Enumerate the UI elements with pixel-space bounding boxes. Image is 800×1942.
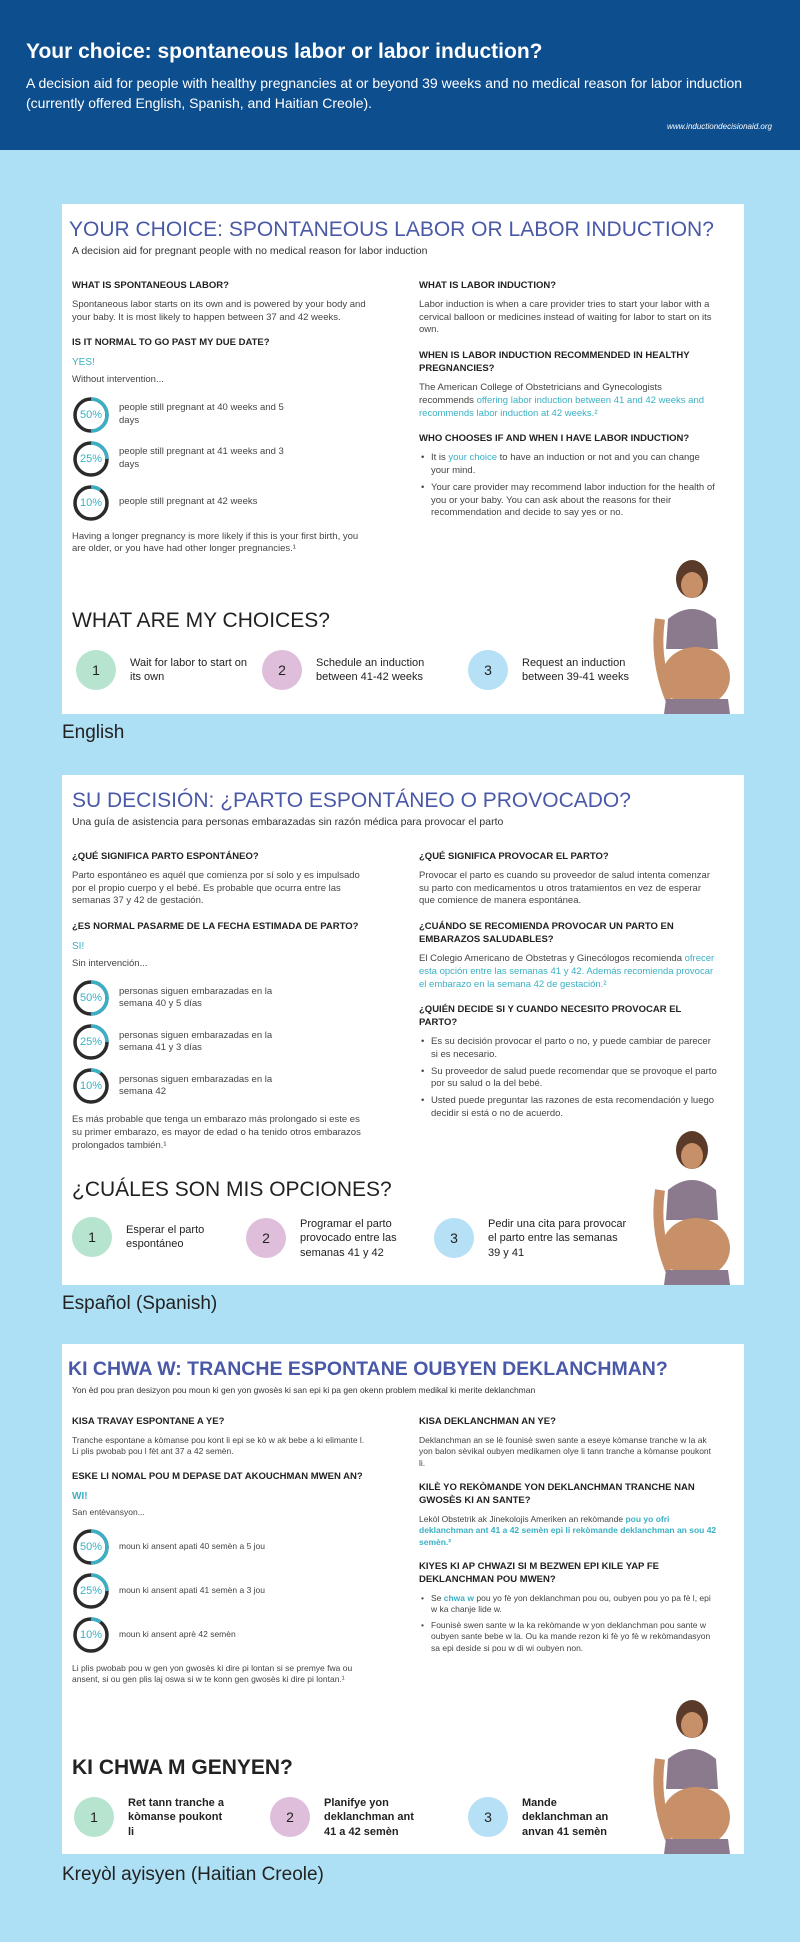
stat-row: 10% moun ki ansent aprè 42 semèn bbox=[72, 1613, 372, 1657]
card-title: SU DECISIÓN: ¿PARTO ESPONTÁNEO O PROVOCADO? bbox=[72, 789, 631, 812]
list-item: • Founisè swen sante w la ka rekòmande w yon deklanchman pou sante w oubyen sante bebe w la. Ou ka mande rezon ki fè yo fè w rekòmandasyon sa epi deside si pou w di wi oubyen non. bbox=[419, 1620, 719, 1654]
question-heading: ESKE LI NOMAL POU M DEPASE DAT AKOUCHMAN MWEN AN? bbox=[72, 1470, 363, 1482]
question-heading: WHAT IS LABOR INDUCTION? bbox=[419, 280, 557, 291]
footnote-text: Es más probable que tenga un embarazo más prolongado si este es su primer embarazo, es mayor de edad o ha tenido otros embarazos prolongados también.¹ bbox=[72, 1114, 361, 1151]
stat-row: 10% personas siguen embarazadas en la semana 42 bbox=[72, 1064, 372, 1108]
choice-option-1: 1 Wait for labor to start on its own bbox=[76, 650, 250, 690]
question-heading: KISA TRAVAY ESPONTANE A YE? bbox=[72, 1416, 225, 1427]
question-heading: WHEN IS LABOR INDUCTION RECOMMENDED IN HEALTHY PREGNANCIES? bbox=[419, 350, 690, 375]
intro-text: San entèvansyon... bbox=[72, 1507, 145, 1518]
right-column bbox=[419, 1416, 719, 1658]
progress-ring: 10% bbox=[72, 1067, 110, 1105]
page-subtitle: A decision aid for people with healthy pregnancies at or beyond 39 weeks and no medical reason for labor induction (currently offered English, Spanish, and Haitian Creole). bbox=[26, 75, 743, 111]
answer-text: Tranche espontane a kòmanse pou kont li epi se kò w ak bebe a ki elimante l. Li plis pwobab pou l fèt ant 37 a 42 semèn. bbox=[72, 1434, 365, 1457]
answer-text: The American College of Obstetricians and Gynecologists recommends offering labor induction between 41 and 42 weeks and recommends labor induction at 42 weeks.² bbox=[419, 381, 705, 419]
page-title: Your choice: spontaneous labor or labor induction? bbox=[26, 40, 543, 63]
number-badge: 1 bbox=[76, 650, 116, 690]
list-item: • Usted puede preguntar las razones de esta recomendación y luego decidir si está o no de acuerdo. bbox=[419, 1095, 719, 1121]
right-column bbox=[419, 280, 719, 524]
progress-ring: 50% bbox=[72, 1528, 110, 1566]
left-column bbox=[72, 851, 372, 1153]
question-heading: ¿CUÁNDO SE RECOMIENDA PROVOCAR UN PARTO EN EMBARAZOS SALUDABLES? bbox=[419, 921, 674, 946]
choice-option-1: 1 Esperar el parto espontáneo bbox=[72, 1217, 226, 1257]
answer-text: Labor induction is when a care provider tries to start your labor with a cervical balloon or medicines instead of waiting for labor to start on its own. bbox=[419, 298, 712, 336]
progress-ring: 25% bbox=[72, 440, 110, 478]
question-heading: IS IT NORMAL TO GO PAST MY DUE DATE? bbox=[72, 337, 270, 349]
yes-answer: SI! bbox=[72, 941, 85, 953]
question-heading: KILÈ YO REKÒMANDE YON DEKLANCHMAN TRANCHE NAN GWOSÈS KI AN SANTE? bbox=[419, 1482, 695, 1507]
number-badge: 2 bbox=[262, 650, 302, 690]
question-heading: ¿QUÉ SIGNIFICA PARTO ESPONTÁNEO? bbox=[72, 851, 259, 862]
choices-heading: WHAT ARE MY CHOICES? bbox=[72, 609, 330, 632]
progress-ring: 10% bbox=[72, 484, 110, 522]
choice-option-2: 2 Programar el parto provocado entre las semanas 41 y 42 bbox=[246, 1217, 410, 1260]
card-title: KI CHWA W: TRANCHE ESPONTANE OUBYEN DEKLANCHMAN? bbox=[68, 1358, 668, 1380]
bullet-list bbox=[419, 452, 719, 520]
left-column bbox=[72, 1416, 372, 1685]
choices-heading: KI CHWA M GENYEN? bbox=[72, 1756, 293, 1779]
progress-ring: 25% bbox=[72, 1572, 110, 1610]
list-item: • Se chwa w pou yo fè yon deklanchman pou ou, oubyen pou yo pa fè l, epi w ka chanje lide w. bbox=[419, 1593, 719, 1616]
card-title: YOUR CHOICE: SPONTANEOUS LABOR OR LABOR INDUCTION? bbox=[69, 218, 714, 241]
stat-row: 25% personas siguen embarazadas en la semana 41 y 3 días bbox=[72, 1020, 372, 1064]
stat-row: 25% people still pregnant at 41 weeks and 3 days bbox=[72, 437, 372, 481]
bullet-list bbox=[419, 1036, 719, 1121]
question-heading: ¿QUÉ SIGNIFICA PROVOCAR EL PARTO? bbox=[419, 851, 609, 862]
choice-option-3: 3 Mande deklanchman an anvan 41 semèn bbox=[468, 1796, 622, 1839]
intro-text: Sin intervención... bbox=[72, 957, 148, 969]
question-heading: ¿ES NORMAL PASARME DE LA FECHA ESTIMADA DE PARTO? bbox=[72, 921, 359, 933]
progress-ring: 50% bbox=[72, 396, 110, 434]
stat-row: 50% personas siguen embarazadas en la semana 40 y 5 días bbox=[72, 976, 372, 1020]
footnote-text: Having a longer pregnancy is more likely if this is your first birth, you are older, or you have had other longer pregnancies.¹ bbox=[72, 530, 359, 555]
number-badge: 2 bbox=[270, 1797, 310, 1837]
card-subtitle: Yon èd pou pran desizyon pou moun ki gen yon gwosès ki san epi ki pa gen okenn problem medikal ki merite deklanchman bbox=[72, 1385, 536, 1395]
language-label-english: English bbox=[62, 722, 125, 743]
card-subtitle: Una guía de asistencia para personas embarazadas sin razón médica para provocar el parto bbox=[72, 816, 504, 828]
left-column bbox=[72, 280, 372, 556]
answer-text: Lekòl Obstetrik ak Jinekolojis Ameriken an rekòmande pou yo ofri deklanchman ant 41 a 42 semèn epi li rekòmande deklanchman an sou 42 semèn.² bbox=[419, 1513, 717, 1547]
pregnant-woman-illustration bbox=[646, 1689, 738, 1854]
choices-heading: ¿CUÁLES SON MIS OPCIONES? bbox=[72, 1178, 392, 1201]
pregnant-woman-illustration bbox=[646, 549, 738, 714]
question-heading: WHAT IS SPONTANEOUS LABOR? bbox=[72, 280, 229, 291]
pregnant-woman-illustration bbox=[646, 1120, 738, 1285]
list-item: • Es su decisión provocar el parto o no, y puede cambiar de parecer si es necesario. bbox=[419, 1036, 719, 1062]
choice-option-3: 3 Pedir una cita para provocar el parto entre las semanas 39 y 41 bbox=[434, 1217, 628, 1260]
answer-text: Deklanchman an se lè founisè swen sante a eseye kòmanse tranche w la ak yon balon sèvikal oubyen medikamen olye li tann tranche a kòmanse poukont li. bbox=[419, 1434, 712, 1468]
list-item: • It is your choice to have an induction or not and you can change your mind. bbox=[419, 452, 719, 478]
number-badge: 3 bbox=[468, 1797, 508, 1837]
stat-row: 10% people still pregnant at 42 weeks bbox=[72, 481, 372, 525]
number-badge: 1 bbox=[74, 1797, 114, 1837]
list-item: • Your care provider may recommend labor induction for the health of you or your baby. You can ask about the reasons for their recommendation and decide to say yes or no. bbox=[419, 482, 719, 520]
creole-decision-aid bbox=[62, 1344, 744, 1854]
card-subtitle: A decision aid for pregnant people with no medical reason for labor induction bbox=[72, 245, 428, 257]
language-label-spanish: Español (Spanish) bbox=[62, 1293, 218, 1314]
answer-text: Parto espontáneo es aquél que comienza por sí solo y es impulsado por el propio cuerpo y el bebé. Es probable que ocurra entre las semanas 37 y 42 de gestación. bbox=[72, 869, 360, 907]
answer-text: Provocar el parto es cuando su proveedor de salud intenta comenzar su parto con medicamentos u otros tratamientos en vez de esperar que comience de manera espontánea. bbox=[419, 869, 710, 907]
website-link[interactable]: www.inductiondecisionaid.org bbox=[667, 122, 772, 131]
right-column bbox=[419, 851, 719, 1125]
yes-answer: WI! bbox=[72, 1490, 88, 1502]
list-item: • Su proveedor de salud puede recomendar que se provoque el parto por su salud o la del bebé. bbox=[419, 1066, 719, 1092]
question-heading: ¿QUIÉN DECIDE SI Y CUANDO NECESITO PROVOCAR EL PARTO? bbox=[419, 1004, 682, 1029]
progress-ring: 50% bbox=[72, 979, 110, 1017]
stat-row: 50% moun ki ansent apati 40 semèn a 5 jou bbox=[72, 1525, 372, 1569]
number-badge: 3 bbox=[434, 1218, 474, 1258]
question-heading: WHO CHOOSES IF AND WHEN I HAVE LABOR INDUCTION? bbox=[419, 433, 690, 445]
spanish-decision-aid bbox=[62, 775, 744, 1285]
number-badge: 1 bbox=[72, 1217, 112, 1257]
progress-ring: 25% bbox=[72, 1023, 110, 1061]
english-decision-aid bbox=[62, 204, 744, 714]
choice-option-3: 3 Request an induction between 39-41 weeks bbox=[468, 650, 642, 690]
bullet-list bbox=[419, 1593, 719, 1654]
stat-row: 25% moun ki ansent apati 41 semèn a 3 jou bbox=[72, 1569, 372, 1613]
footnote-text: Li plis pwobab pou w gen yon gwosès ki dire pi lontan si se premye fwa ou ansent, si ou gen plis laj oswa si w te konn gen gwosès ki dire pi lontan.¹ bbox=[72, 1662, 353, 1684]
stat-row: 50% people still pregnant at 40 weeks and 5 days bbox=[72, 393, 372, 437]
header-banner bbox=[0, 0, 800, 150]
answer-text: Spontaneous labor starts on its own and is powered by your body and your baby. It is most likely to happen between 37 and 42 weeks. bbox=[72, 298, 366, 323]
number-badge: 3 bbox=[468, 650, 508, 690]
question-heading: KIYES KI AP CHWAZI SI M BEZWEN EPI KILE YAP FE DEKLANCHMAN POU MWEN? bbox=[419, 1561, 660, 1586]
number-badge: 2 bbox=[246, 1218, 286, 1258]
choice-option-1: 1 Ret tann tranche a kòmanse poukont li bbox=[74, 1796, 228, 1839]
choice-option-2: 2 Schedule an induction between 41-42 weeks bbox=[262, 650, 436, 690]
progress-ring: 10% bbox=[72, 1616, 110, 1654]
intro-text: Without intervention... bbox=[72, 373, 164, 385]
yes-answer: YES! bbox=[72, 357, 95, 369]
answer-text: El Colegio Americano de Obstetras y Ginecólogos recomienda ofrecer esta opción entre las semanas 41 y 42. Además recomienda provocar el embarazo en la semana 42 de gestación.² bbox=[419, 952, 715, 990]
language-label-creole: Kreyòl ayisyen (Haitian Creole) bbox=[62, 1864, 324, 1885]
choice-option-2: 2 Planifye yon deklanchman ant 41 a 42 semèn bbox=[270, 1796, 428, 1839]
question-heading: KISA DEKLANCHMAN AN YE? bbox=[419, 1416, 556, 1427]
